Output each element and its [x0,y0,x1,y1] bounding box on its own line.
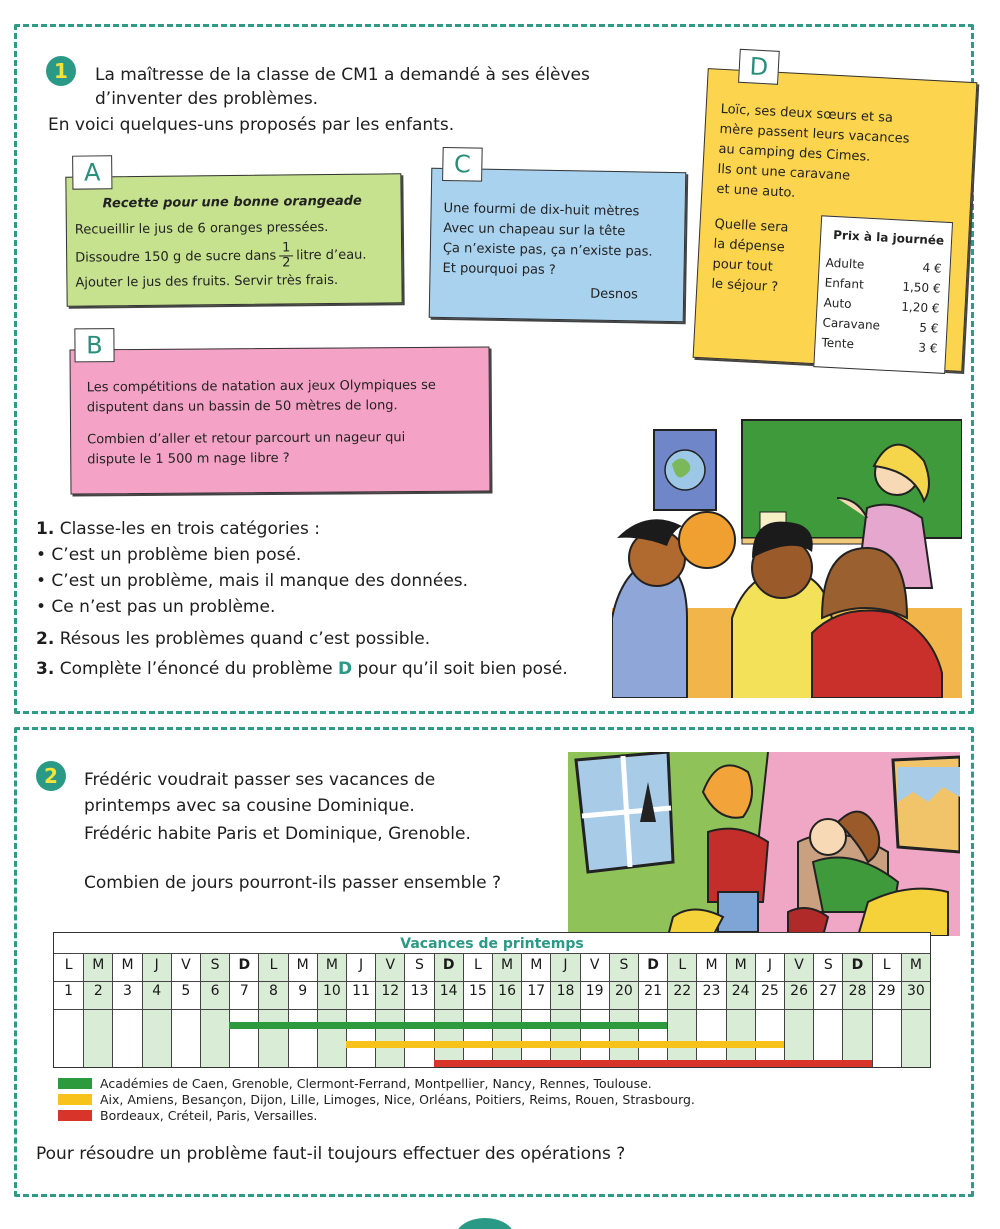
card-tag-d: D [738,49,780,85]
card-a-line-2 [75,241,367,273]
card-tag-a: A [72,155,112,189]
intro-line-3: En voici quelques-uns proposés par les enfants. [48,115,455,135]
exercise-number: 2 [44,764,58,788]
calendar-date: 2 [93,983,103,999]
instruction-1 [36,518,320,540]
calendar-weekday: V [181,957,191,973]
calendar-weekday: D [851,957,864,973]
calendar-date: 23 [702,983,721,999]
calendar-day-column [492,953,521,1067]
legend-swatch-zone-1 [58,1078,92,1089]
calendar-day-column [200,953,229,1067]
calendar-weekday: V [794,957,804,973]
legend-zone-2: Aix, Amiens, Besançon, Dijon, Lille, Limoges, Nice, Orléans, Poitiers, Reims, Rouen, Strasbourg. [100,1092,695,1107]
calendar-weekday: M [705,957,718,973]
problem-card-c [429,150,687,322]
calendar-weekday: M [734,957,747,973]
card-d-line-1: Loïc, ses deux sœurs et sa [720,101,894,126]
card-b-line-2: disputent dans un bassin de 50 mètres de long. [86,398,398,416]
calendar-weekday: V [385,957,396,973]
calendar-weekday: M [501,957,514,973]
price-value-caravane: 5 € [919,320,939,336]
calendar-day-column [434,953,463,1067]
calendar-date: 19 [585,983,604,999]
calendar-date: 27 [819,983,838,999]
card-tag-c: C [442,147,483,182]
calendar-date: 12 [381,983,400,999]
calendar-day-column [83,953,112,1067]
calendar-weekday: M [909,957,922,973]
calendar-day-column [638,953,667,1067]
card-d-question-4: le séjour ? [711,276,779,296]
calendar-weekday: S [823,957,833,973]
intro-line-2: d’inventer des problèmes. [95,89,319,109]
card-c-author: Desnos [590,286,639,303]
calendar-weekday: L [269,957,278,973]
calendar-date: 1 [64,983,74,999]
calendar-date: 17 [527,983,546,999]
instruction-bullet-1: • C’est un problème bien posé. [36,545,302,565]
card-a-line-3: Ajouter le jus des fruits. Servir très frais. [75,272,339,291]
card-d-line-4: Ils ont une caravane [717,161,851,184]
calendar-day-column [755,953,784,1067]
calendar-date: 20 [614,983,633,999]
card-a-line-1: Recueillir le jus de 6 oranges pressées. [74,220,329,238]
calendar-date: 22 [673,983,692,999]
price-label-auto: Auto [823,295,852,311]
calendar-weekday: M [296,957,309,973]
calendar-weekday: M [121,957,134,973]
card-tag-b: B [74,328,114,362]
instruction-3-post: pour qu’il soit bien posé. [352,659,568,679]
calendar-day-column [54,953,83,1067]
price-label-tente: Tente [821,335,855,352]
calendar-weekday: L [882,957,891,973]
calendar-date: 25 [760,983,779,999]
calendar-day-column [609,953,638,1067]
calendar-date: 4 [152,983,162,999]
calendar-weekday: D [647,957,659,973]
calendar-day-column [142,953,171,1067]
fraction-numerator: 1 [281,240,291,256]
price-value-tente: 3 € [917,340,938,356]
calendar-day-column [550,953,579,1067]
calendar-day-column [696,953,725,1067]
price-label-adulte: Adulte [825,255,865,272]
card-c-line-3: Ça n’existe pas, ça n’existe pas. [442,241,653,260]
calendar-weekday: M [530,957,543,973]
calendar-date: 8 [269,983,278,999]
legend-zone-3: Bordeaux, Créteil, Paris, Versailles. [100,1108,318,1123]
instruction-bullet-3: • Ce n’est pas un problème. [36,597,276,617]
card-b-line-1: Les compétitions de natation aux jeux Olympiques se [86,377,436,396]
calendar-date: 21 [644,983,662,999]
calendar-weekday: L [678,957,687,973]
problem-card-b [69,331,490,495]
classroom-illustration [612,418,962,698]
calendar-weekday: M [92,957,105,973]
instruction-2-number: 2. [36,629,55,649]
calendar-date: 29 [877,983,896,999]
calendar-day-column [667,953,696,1067]
calendar-weekday: L [64,957,73,973]
instruction-2 [36,628,430,650]
calendar-weekday: J [563,957,568,973]
calendar-divider [54,981,930,982]
calendar-divider [54,953,930,954]
price-value-enfant: 1,50 € [902,279,941,296]
calendar-day-column [842,953,871,1067]
calendar-day-column [580,953,609,1067]
closing-question: Pour résoudre un problème faut-il toujours effectuer des opérations ? [36,1144,626,1164]
card-b-line-3: Combien d’aller et retour parcourt un nageur qui [87,430,406,448]
card-d-question-3: pour tout [712,256,774,275]
legend-zone-1: Académies de Caen, Grenoble, Clermont-Ferrand, Montpellier, Nancy, Rennes, Toulouse. [100,1076,652,1091]
card-c-line-4: Et pourquoi pas ? [442,260,556,278]
page-number-badge [455,1218,515,1229]
calendar-day-column [813,953,842,1067]
calendar-date: 30 [906,983,925,999]
calendar-date: 16 [498,983,516,999]
legend-swatch-zone-2 [58,1094,92,1105]
instruction-3-number: 3. [36,659,55,679]
calendar-date: 6 [210,983,220,999]
calendar-day-column [171,953,200,1067]
exercise-2-line-3: Frédéric habite Paris et Dominique, Grenoble. [84,824,471,844]
problem-card-a [65,158,402,307]
instruction-1-text: Classe-les en trois catégories : [54,519,321,539]
calendar-day-column [258,953,287,1067]
instruction-1-number: 1. [36,519,55,539]
card-a-line-2-pre: Dissoudre 150 g de sucre dans [75,248,277,266]
calendar-date: 5 [181,983,191,999]
calendar-title: Vacances de printemps [400,936,584,952]
card-a-line-2-post: litre d’eau. [296,247,367,264]
price-label-enfant: Enfant [824,275,865,292]
holiday-bar-zone-1 [229,1022,667,1029]
calendar-day-column [726,953,755,1067]
instruction-bullet-2: • C’est un problème, mais il manque des données. [36,571,469,591]
exercise-2-question: Combien de jours pourront-ils passer ensemble ? [84,873,502,893]
calendar-weekday: M [325,957,338,973]
problem-card-d [693,52,978,372]
calendar-divider [54,1009,930,1010]
calendar-date: 7 [239,983,249,999]
fraction-denominator: 2 [282,255,291,271]
instruction-3-problem-d: D [337,659,353,679]
calendar-weekday: J [359,957,364,973]
calendar-day-column [229,953,258,1067]
student-2-hair [679,512,735,568]
calendar-day-column [463,953,492,1067]
calendar-date: 14 [439,983,458,999]
calendar-weekday: S [210,957,220,973]
calendar-day-column [112,953,141,1067]
exercise-2-line-1: Frédéric voudrait passer ses vacances de [84,770,436,790]
intro-line-1: La maîtresse de la classe de CM1 a demandé à ses élèves [95,65,590,85]
price-table [813,215,953,374]
calendar-date: 10 [322,983,341,999]
calendar-date: 26 [790,983,808,999]
calendar-date: 9 [298,983,308,999]
calendar-day-column [346,953,375,1067]
card-d-line-5: et une auto. [716,181,796,201]
phone-call-illustration [568,752,960,936]
calendar-weekday: D [442,957,455,973]
spring-holiday-calendar [53,932,931,1068]
calendar-weekday: J [767,957,772,973]
exercise-2-line-2: printemps avec sa cousine Dominique. [84,796,415,816]
calendar-weekday: S [415,957,424,973]
price-value-auto: 1,20 € [901,299,940,316]
card-d-line-3: au camping des Cimes. [718,141,871,165]
price-value-adulte: 4 € [922,260,942,276]
fraction-half [279,241,293,270]
card-b-line-4: dispute le 1 500 m nage libre ? [87,450,290,468]
exercise-number: 1 [54,59,68,83]
calendar-day-column [375,953,404,1067]
instruction-2-text: Résous les problèmes quand c’est possible. [54,629,431,649]
calendar-day-column [404,953,433,1067]
holiday-bar-zone-3 [434,1060,872,1067]
card-d-line-2: mère passent leurs vacances [719,121,910,147]
calendar-date: 13 [410,983,429,999]
instruction-3 [36,658,568,680]
calendar-date: 24 [731,983,750,999]
calendar-date: 15 [468,983,487,999]
phone-call-drawing [568,752,960,936]
card-c-line-2: Avec un chapeau sur la tête [443,221,626,240]
exercise-2-badge [36,761,66,791]
classroom-drawing [612,418,962,698]
card-c-line-1: Une fourmi de dix-huit mètres [443,201,640,220]
instruction-3-pre: Complète l’énoncé du problème [54,659,338,679]
calendar-weekday: S [619,957,629,973]
calendar-weekday: V [589,957,600,973]
calendar-date: 18 [556,983,575,999]
price-table-title: Prix à la journée [832,227,945,248]
calendar-day-column [784,953,813,1067]
calendar-day-column [317,953,346,1067]
calendar-weekday: L [473,957,482,973]
card-a-title: Recette pour une bonne orangeade [102,193,362,212]
calendar-day-column [288,953,317,1067]
card-d-question-2: la dépense [713,236,786,256]
calendar-weekday: J [154,957,159,973]
calendar-day-column [521,953,550,1067]
card-d-question-1: Quelle sera [714,216,789,236]
price-label-caravane: Caravane [822,315,881,333]
frederic-jeans [718,892,758,932]
calendar-day-column [901,953,930,1067]
calendar-date: 28 [848,983,867,999]
exercise-1-badge [46,56,76,86]
calendar-date: 11 [352,983,370,999]
holiday-bar-zone-2 [346,1041,784,1048]
calendar-day-column [872,953,901,1067]
legend-swatch-zone-3 [58,1110,92,1121]
calendar-date: 3 [123,983,132,999]
calendar-weekday: D [238,957,251,973]
